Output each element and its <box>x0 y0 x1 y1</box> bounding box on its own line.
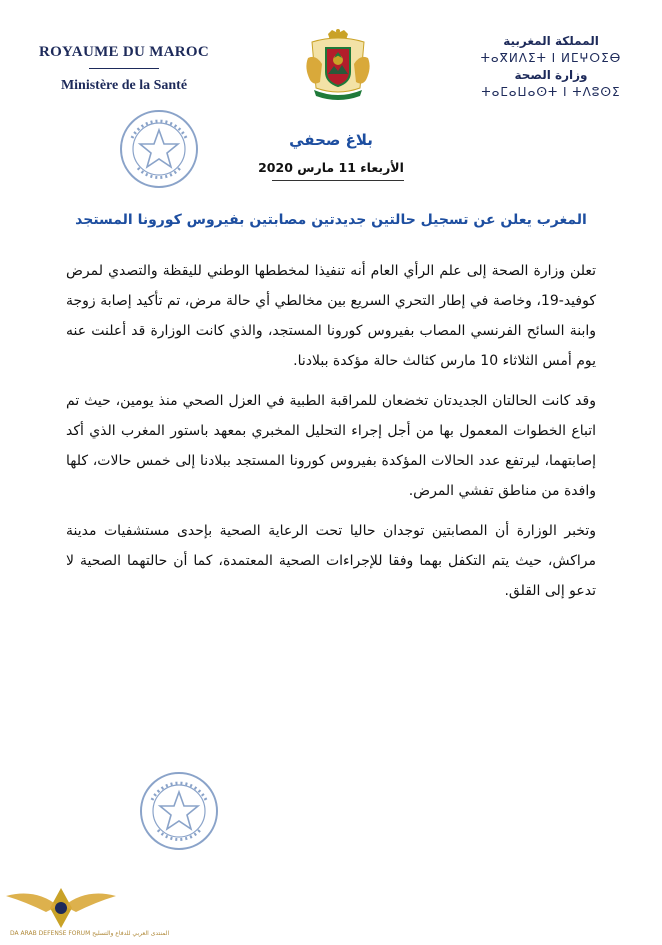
date-underline <box>272 180 404 181</box>
kingdom-name-tifinagh: ⵜⴰⴳⵍⴷⵉⵜ ⵏ ⵍⵎⵖⵔⵉⴱ <box>480 51 622 65</box>
communique-body <box>66 256 596 616</box>
ministry-stamp-bottom-icon <box>138 770 220 852</box>
body-paragraph-1: تعلن وزارة الصحة إلى علم الرأي العام أنه تنفيذا لمخططها الوطني لليقظة والتصدي لمرض كوفيد-19، وخاصة في إطار التحري السريع بين مخالطي أي حالة مرض، تم تأكيد إصابة زوجة وابنة السائح الفرنسي المصاب بفيروس كورونا المستجد، والذي كانت الوزارة قد أعلنت عنه يوم أمس الثلاثاء 10 مارس كثالث حالة مؤكدة ببلادنا. <box>66 263 596 369</box>
communique-date: الأربعاء 11 مارس 2020 <box>258 160 404 175</box>
communique-headline: المغرب يعلن عن تسجيل حالتين جديدتين مصابتين بفيروس كورونا المستجد <box>75 212 587 228</box>
ministry-stamp-icon <box>118 108 200 190</box>
ministry-name-tifinagh: ⵜⴰⵎⴰⵡⴰⵙⵜ ⵏ ⵜⴷⵓⵙⵉ <box>481 85 621 99</box>
ministry-name-fr: Ministère de la Santé <box>60 78 188 93</box>
header-divider <box>89 68 159 69</box>
kingdom-name-ar: المملكة المغربية <box>503 34 599 48</box>
kingdom-name-fr: ROYAUME DU MAROC <box>38 44 210 60</box>
body-paragraph-2: وقد كانت الحالتان الجديدتان تخضعان للمراقبة الطبية في العزل الصحي منذ يومين، حيث تم اتباع الخطوات المعمول بها من أجل إجراء التحليل المخبري بمعهد باستور المغرب الذي أكد إصابتهما، ليرتفع عدد الحالات المؤكدة بفيروس كورونا المستجد ببلادنا إلى خمس حالات، كلها وافدة من مناطق تفشي المرض. <box>66 393 596 499</box>
header-french <box>26 44 222 94</box>
header-arabic <box>466 34 636 99</box>
communique-title: بلاغ صحفي <box>289 131 373 149</box>
watermark-text: DA ARAB DEFENSE FORUM المنتدى العربي للدفاع والتسليح <box>10 930 170 937</box>
body-paragraph-3: وتخبر الوزارة أن المصابتين توجدان حاليا تحت الرعاية الصحية بإحدى مستشفيات مدينة مراكش، حيث يتم التكفل بهما وفقا للإجراءات الصحية المعتمدة، كما أن حالتهما الصحية لا تدعو إلى القلق. <box>66 523 596 599</box>
royal-emblem-icon <box>298 28 378 100</box>
ministry-name-ar: وزارة الصحة <box>514 68 588 82</box>
